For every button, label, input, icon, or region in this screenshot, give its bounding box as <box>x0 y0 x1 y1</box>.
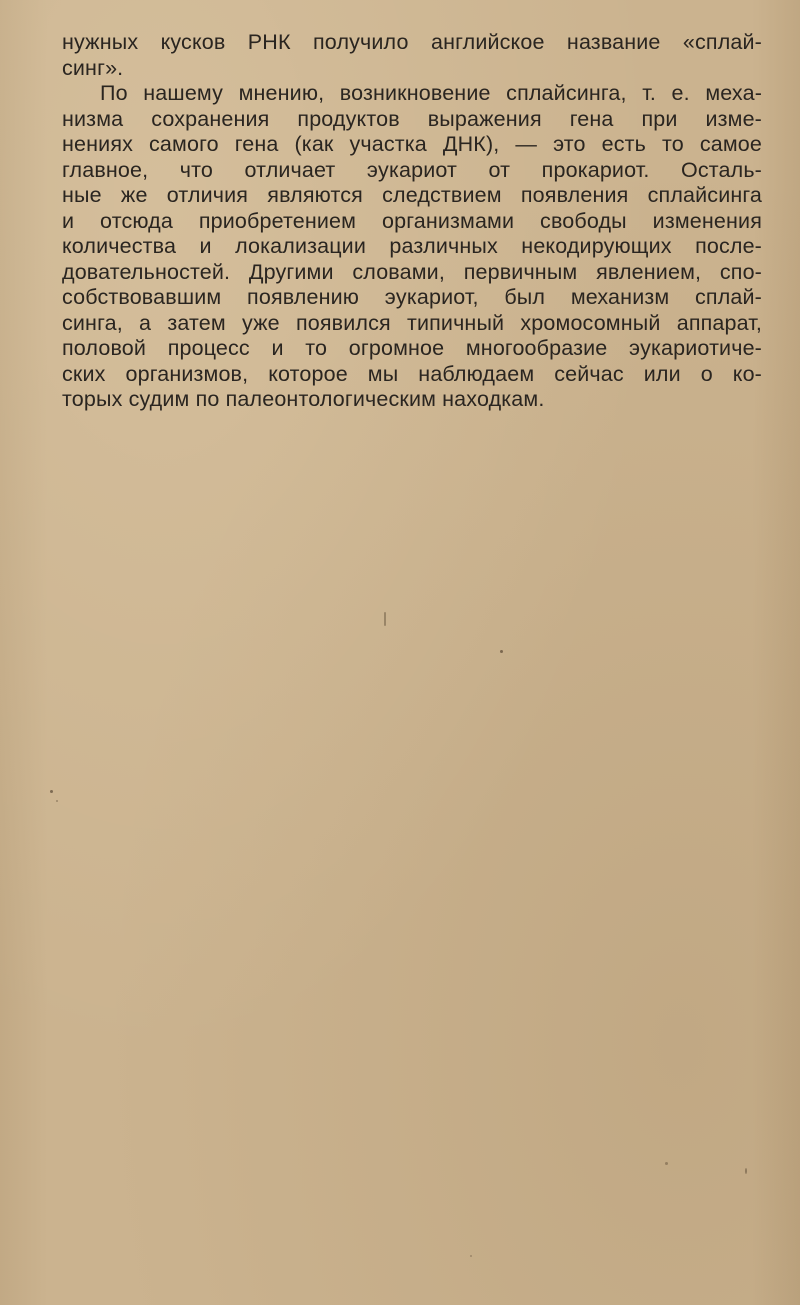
text-line: главное, что отличает эукариот от прокариот. Осталь- <box>62 157 762 182</box>
text-line: собствовавшим появлению эукариот, был механизм сплай- <box>62 285 762 309</box>
text-line: нужных кусков РНК получило английское название «сплай- <box>62 30 762 54</box>
paper-speck <box>470 1255 472 1257</box>
text-line: синг». <box>62 55 124 80</box>
text-line: довательностей. Другими словами, первичным явлением, спо- <box>62 259 762 284</box>
paper-speck <box>665 1162 668 1165</box>
text-line: торых судим по палеонтологическим находкам. <box>62 387 545 411</box>
paper-speck <box>384 612 386 626</box>
text-line: половой процесс и то огромное многообразие эукариотиче- <box>62 336 762 360</box>
paper-speck <box>50 790 53 793</box>
paper-speck <box>745 1168 747 1174</box>
text-line: ских организмов, которое мы наблюдаем сейчас или о ко- <box>62 361 762 386</box>
paper-speck <box>56 800 58 802</box>
text-line: и отсюда приобретением организмами свободы изменения <box>62 208 762 233</box>
text-line: нениях самого гена (как участка ДНК), — это есть то самое <box>62 132 762 156</box>
text-line: ные же отличия являются следствием появления сплайсинга <box>62 183 762 207</box>
body-text <box>62 30 762 413</box>
text-line: синга, а затем уже появился типичный хромосомный аппарат, <box>62 310 762 335</box>
text-line: количества и локализации различных некодирующих после- <box>62 234 762 258</box>
text-line: По нашему мнению, возникновение сплайсинга, т. е. меха- <box>100 81 762 105</box>
text-line: низма сохранения продуктов выражения гена при изме- <box>62 106 762 131</box>
paper-speck <box>500 650 503 653</box>
